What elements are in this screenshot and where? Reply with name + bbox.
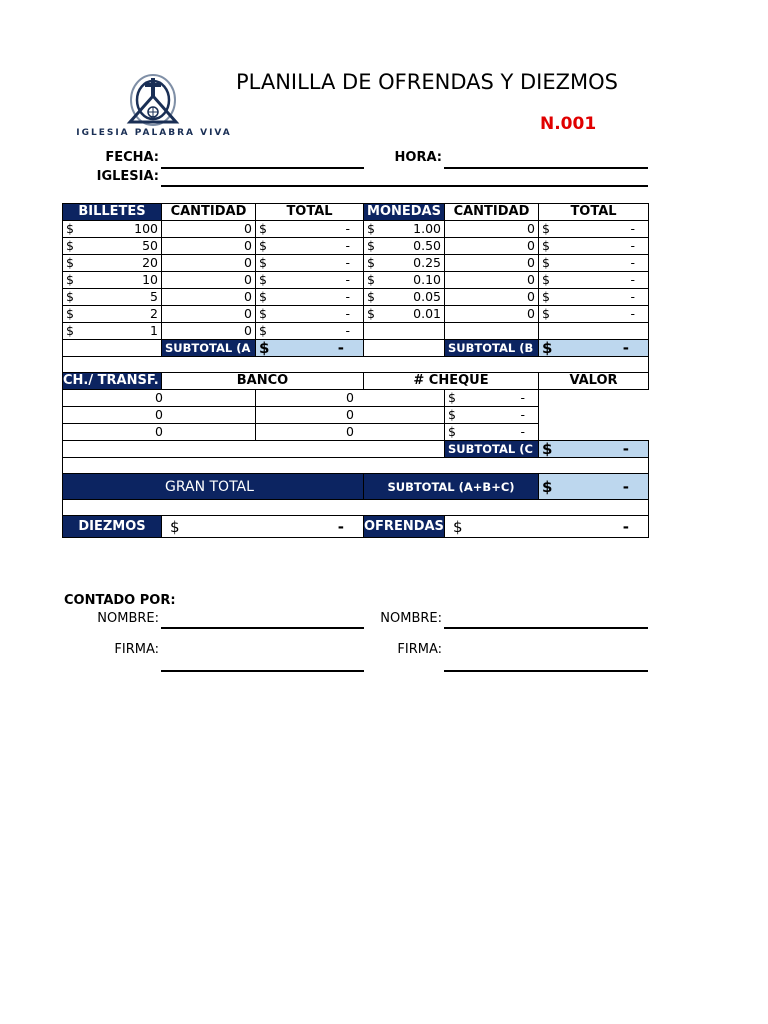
cheque-number-cell[interactable]: 0 — [256, 390, 445, 407]
gran-total-value: $ - — [539, 474, 649, 500]
monedas-cantidad-header: CANTIDAD — [445, 204, 539, 221]
denomination-row — [63, 272, 649, 289]
subtotal-c-value: $ - — [539, 441, 649, 458]
contado-por-label: CONTADO POR: — [64, 593, 176, 608]
subtotal-ab-row — [63, 340, 649, 357]
billetes-cantidad-header: CANTIDAD — [162, 204, 256, 221]
monedas-quantity[interactable]: 0 — [445, 238, 539, 255]
blank-cell — [539, 323, 649, 340]
billetes-denomination: $ 100 — [63, 221, 162, 238]
valor-cell: $ - — [445, 390, 539, 407]
denomination-row — [63, 255, 649, 272]
cheque-row — [63, 390, 649, 407]
hora-label: HORA: — [394, 150, 442, 165]
banco-cell[interactable]: 0 — [63, 407, 256, 424]
billetes-denomination: $ 2 — [63, 306, 162, 323]
billetes-quantity[interactable]: 0 — [162, 221, 256, 238]
billetes-quantity[interactable]: 0 — [162, 289, 256, 306]
fecha-field[interactable] — [161, 167, 364, 169]
monedas-denomination: $ 0.50 — [364, 238, 445, 255]
billetes-quantity[interactable]: 0 — [162, 255, 256, 272]
diezmos-label: DIEZMOS — [63, 516, 162, 538]
denomination-row — [63, 238, 649, 255]
valor-header: VALOR — [539, 373, 649, 390]
banco-cell[interactable]: 0 — [63, 390, 256, 407]
monedas-denomination: $ 1.00 — [364, 221, 445, 238]
blank-cell — [445, 323, 539, 340]
monedas-quantity[interactable]: 0 — [445, 221, 539, 238]
iglesia-field[interactable] — [161, 185, 648, 187]
billetes-row-total: $ - — [256, 238, 364, 255]
monedas-total-header: TOTAL — [539, 204, 649, 221]
monedas-header: MONEDAS — [364, 204, 445, 221]
diezmos-value[interactable]: $ - — [162, 516, 364, 538]
gran-total-subtotal-label: SUBTOTAL (A+B+C) — [364, 474, 539, 500]
firma-field-1[interactable] — [161, 670, 364, 672]
nombre-field-2[interactable] — [444, 627, 648, 629]
billetes-header: BILLETES — [63, 204, 162, 221]
billetes-quantity[interactable]: 0 — [162, 323, 256, 340]
monedas-quantity[interactable]: 0 — [445, 255, 539, 272]
subtotal-a-label: SUBTOTAL (A — [162, 340, 256, 357]
denomination-row — [63, 289, 649, 306]
billetes-row-total: $ - — [256, 289, 364, 306]
monedas-denomination: $ 0.10 — [364, 272, 445, 289]
banco-cell[interactable]: 0 — [63, 424, 256, 441]
monedas-row-total: $ - — [539, 221, 649, 238]
billetes-denomination: $ 5 — [63, 289, 162, 306]
billetes-denomination: $ 50 — [63, 238, 162, 255]
monedas-denomination: $ 0.25 — [364, 255, 445, 272]
nombre-label-2: NOMBRE: — [380, 611, 442, 626]
billetes-row-total: $ - — [256, 272, 364, 289]
church-cross-icon — [74, 70, 234, 128]
cheque-number-header: # CHEQUE — [364, 373, 539, 390]
billetes-row-total: $ - — [256, 255, 364, 272]
firma-field-2[interactable] — [444, 670, 648, 672]
billetes-row-total: $ - — [256, 323, 364, 340]
billetes-denomination: $ 20 — [63, 255, 162, 272]
monedas-quantity[interactable]: 0 — [445, 289, 539, 306]
monedas-row-total: $ - — [539, 238, 649, 255]
valor-cell: $ - — [445, 424, 539, 441]
nombre-field-1[interactable] — [161, 627, 364, 629]
hora-field[interactable] — [444, 167, 648, 169]
blank-cell — [63, 340, 162, 357]
subtotal-b-label: SUBTOTAL (B — [445, 340, 539, 357]
offering-table — [62, 203, 649, 538]
billetes-quantity[interactable]: 0 — [162, 306, 256, 323]
blank-cell — [364, 323, 445, 340]
monedas-row-total: $ - — [539, 289, 649, 306]
monedas-denomination: $ 0.05 — [364, 289, 445, 306]
cheque-number-cell[interactable]: 0 — [256, 407, 445, 424]
monedas-quantity[interactable]: 0 — [445, 306, 539, 323]
billetes-denomination: $ 10 — [63, 272, 162, 289]
subtotal-c-label: SUBTOTAL (C — [445, 441, 539, 458]
denomination-row — [63, 323, 649, 340]
billetes-quantity[interactable]: 0 — [162, 272, 256, 289]
billetes-row-total: $ - — [256, 306, 364, 323]
monedas-row-total: $ - — [539, 306, 649, 323]
split-row — [63, 516, 649, 538]
monedas-row-total: $ - — [539, 255, 649, 272]
cheque-number-cell[interactable]: 0 — [256, 424, 445, 441]
subtotal-c-row — [63, 441, 649, 458]
page-title: PLANILLA DE OFRENDAS Y DIEZMOS — [236, 70, 618, 94]
subtotal-b-value: $ - — [539, 340, 649, 357]
cheque-transfer-label: CH./ TRANSF. — [63, 373, 162, 390]
billetes-total-header: TOTAL — [256, 204, 364, 221]
church-logo — [74, 70, 234, 142]
cheque-row — [63, 424, 649, 441]
monedas-denomination: $ 0.01 — [364, 306, 445, 323]
billetes-row-total: $ - — [256, 221, 364, 238]
gran-total-row — [63, 474, 649, 500]
monedas-quantity[interactable]: 0 — [445, 272, 539, 289]
denomination-row — [63, 221, 649, 238]
monedas-row-total: $ - — [539, 272, 649, 289]
subtotal-a-value: $ - — [256, 340, 364, 357]
cheque-row — [63, 407, 649, 424]
spacer-row — [63, 500, 649, 516]
spacer-row — [63, 357, 649, 373]
firma-label-1: FIRMA: — [114, 642, 159, 657]
ofrendas-value[interactable]: $ - — [445, 516, 649, 538]
firma-label-2: FIRMA: — [397, 642, 442, 657]
fecha-label: FECHA: — [105, 150, 159, 165]
valor-cell: $ - — [445, 407, 539, 424]
logo-name: IGLESIA PALABRA VIVA — [76, 128, 232, 138]
ofrendas-label: OFRENDAS — [364, 516, 445, 538]
form-number: N.001 — [540, 114, 597, 134]
banco-header: BANCO — [162, 373, 364, 390]
nombre-label-1: NOMBRE: — [97, 611, 159, 626]
blank-cell — [364, 340, 445, 357]
table-header-row — [63, 204, 649, 221]
blank-cell — [63, 441, 445, 458]
iglesia-label: IGLESIA: — [96, 169, 159, 184]
billetes-quantity[interactable]: 0 — [162, 238, 256, 255]
cheque-header-row — [63, 373, 649, 390]
billetes-denomination: $ 1 — [63, 323, 162, 340]
gran-total-label: GRAN TOTAL — [63, 474, 364, 500]
spacer-row — [63, 458, 649, 474]
denomination-row — [63, 306, 649, 323]
